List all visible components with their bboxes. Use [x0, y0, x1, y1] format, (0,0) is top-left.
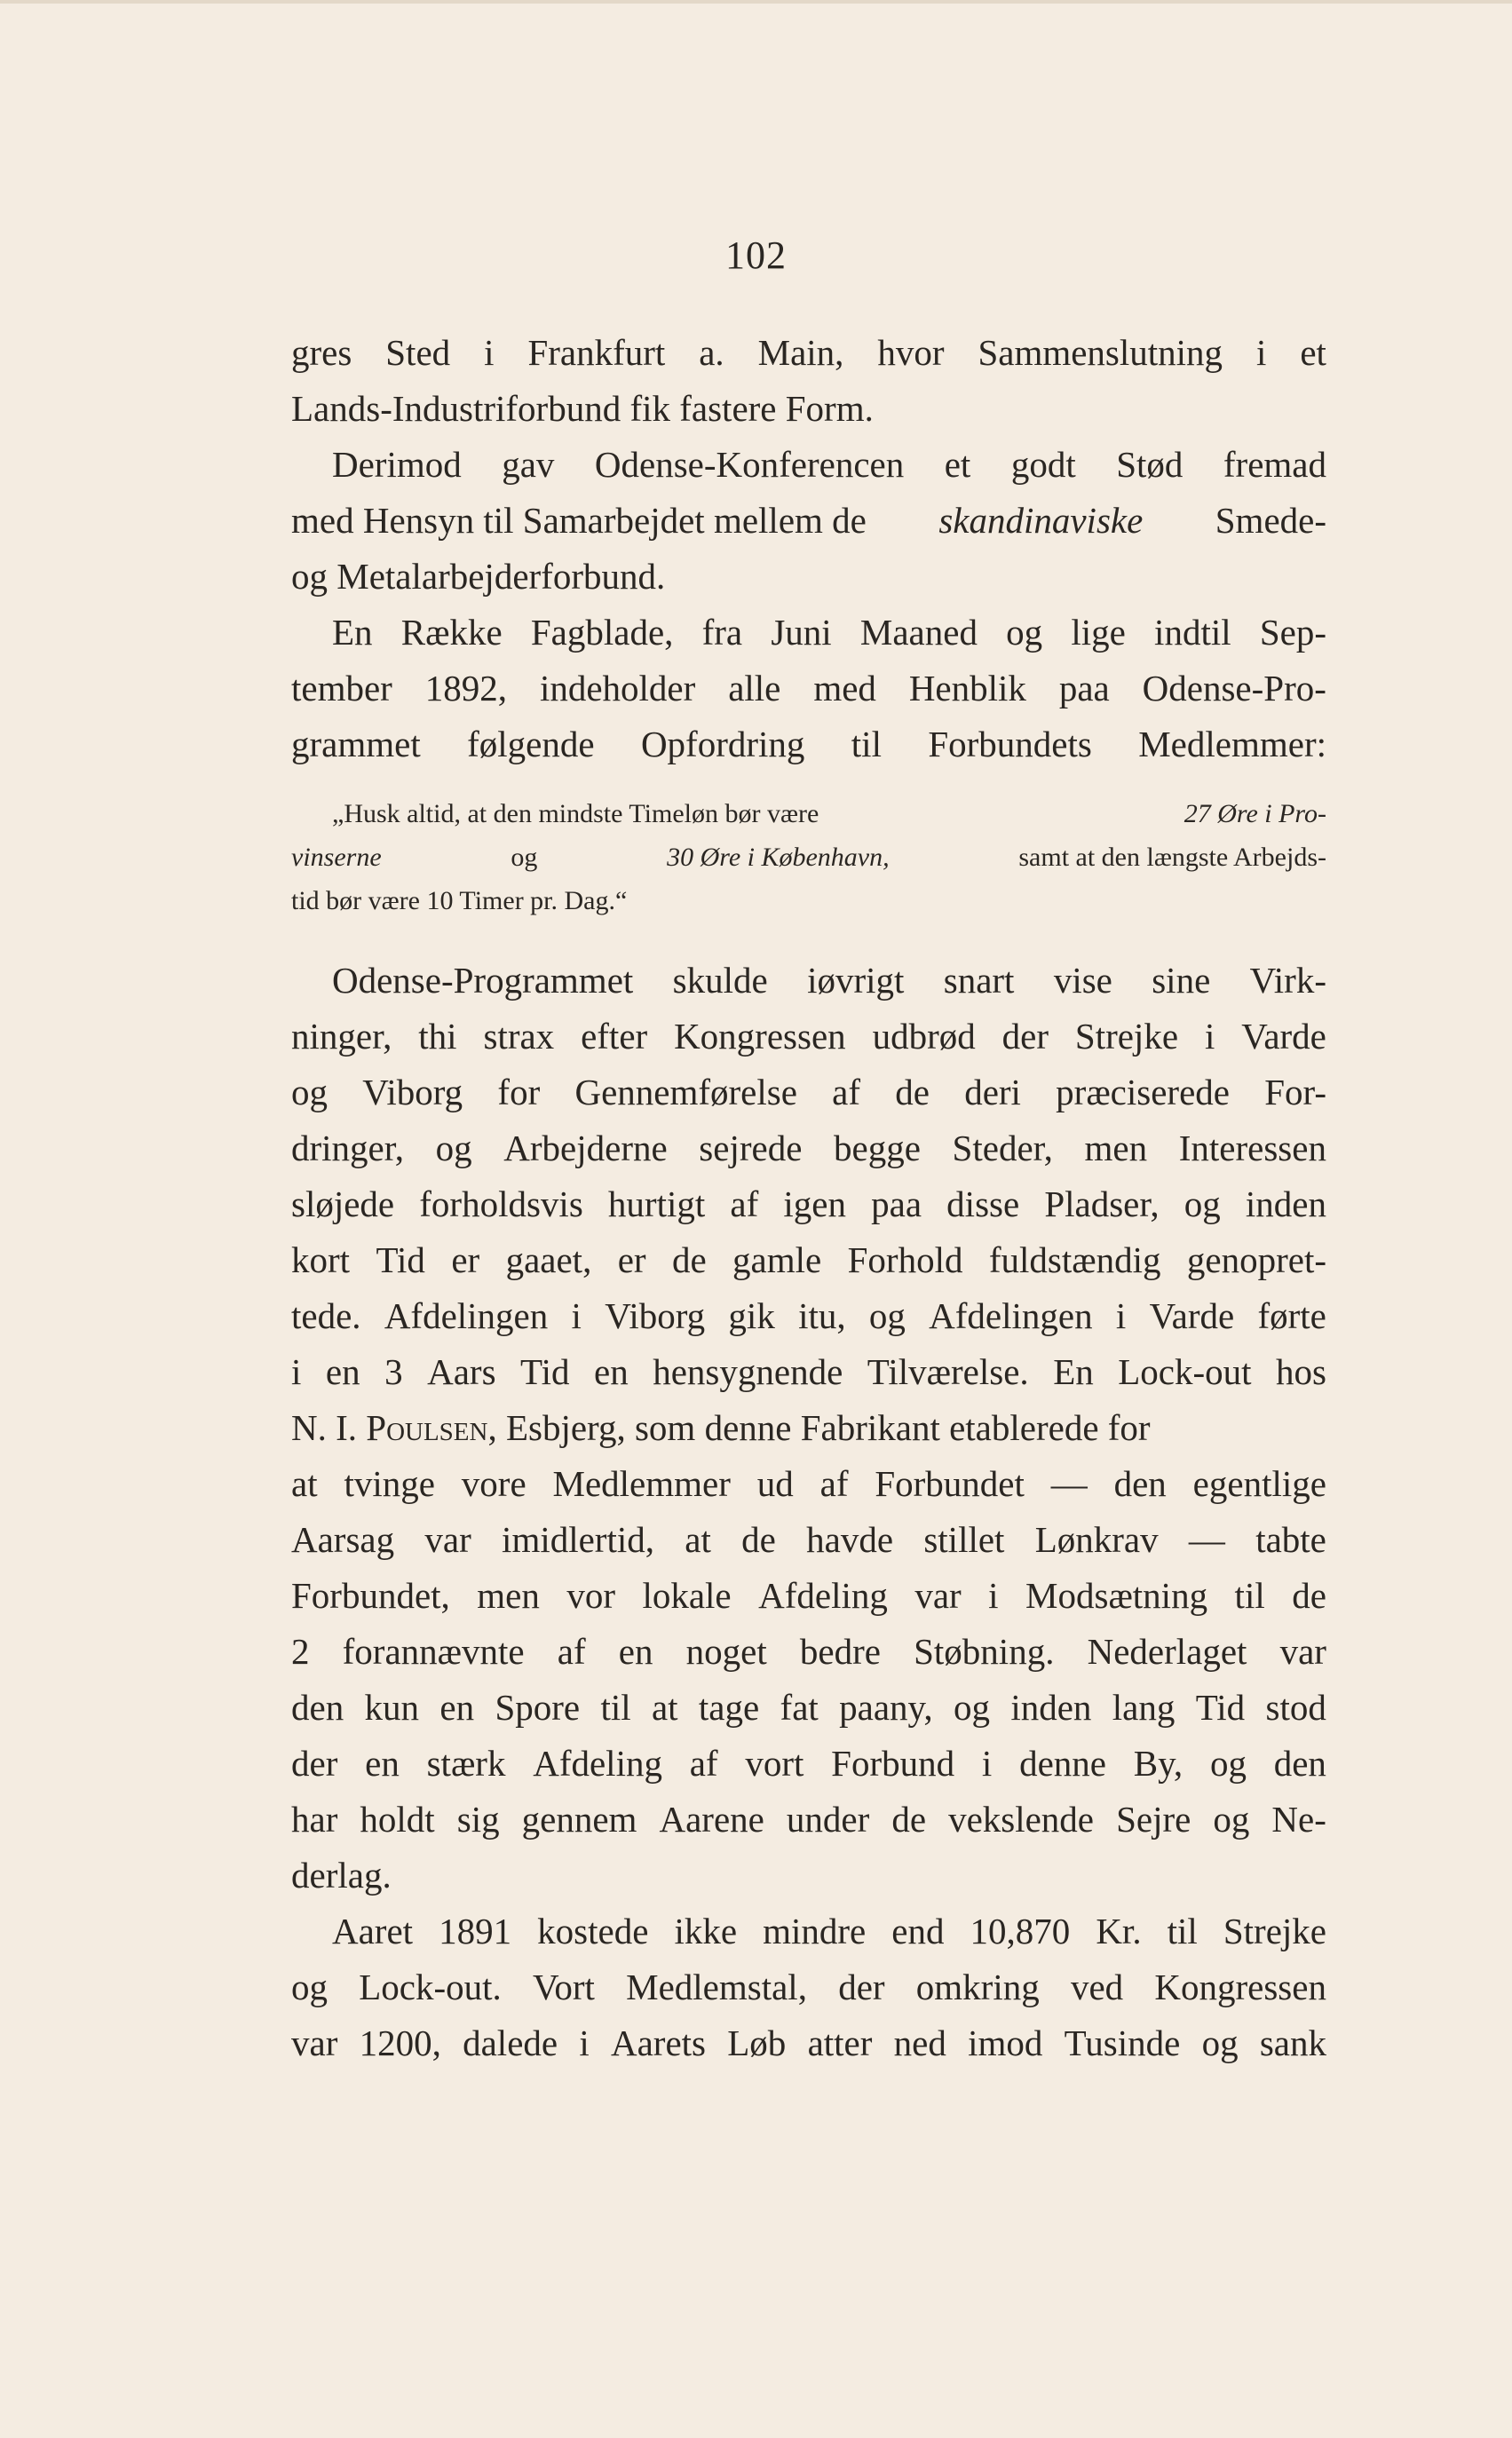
text-segment: Smede-	[1215, 500, 1326, 541]
word: Steder,	[952, 1128, 1053, 1168]
word: af	[819, 1463, 849, 1504]
text-line	[291, 1624, 1326, 1680]
word: bedre	[799, 1631, 881, 1672]
word: af	[557, 1631, 586, 1672]
text-segment	[291, 1400, 1151, 1456]
word: en	[594, 1351, 629, 1392]
word: strax	[483, 1016, 555, 1057]
word: og	[868, 1295, 906, 1336]
word: indtil	[1154, 612, 1231, 653]
word: a.	[699, 332, 724, 373]
word: 10,870	[970, 1911, 1071, 1951]
word: der	[291, 1743, 338, 1784]
word: Arbejderne	[503, 1128, 668, 1168]
word: de	[1292, 1575, 1326, 1616]
word: en	[618, 1631, 653, 1672]
word: Lock-out	[1118, 1351, 1252, 1392]
word: Forbundets	[928, 724, 1092, 764]
word: Strejke	[1223, 1911, 1326, 1951]
word: sejrede	[699, 1128, 803, 1168]
word: Medlemstal,	[626, 1967, 807, 2007]
word: ikke	[674, 1911, 738, 1951]
word: der	[838, 1967, 885, 2007]
word: i	[484, 332, 495, 373]
word: Tid	[520, 1351, 570, 1392]
word: Afdelingen	[384, 1295, 549, 1336]
word: disse	[946, 1183, 1020, 1224]
text-line	[291, 1065, 1326, 1120]
word: præciserede	[1056, 1072, 1230, 1112]
word: grammet	[291, 724, 421, 764]
word: forannævnte	[342, 1631, 525, 1672]
word: sløjede	[291, 1183, 395, 1224]
word: paa	[871, 1183, 922, 1224]
word: Forbundet,	[291, 1575, 450, 1616]
emphasis-text: 27 Øre i Pro-	[1183, 799, 1326, 828]
word: Fagblade,	[530, 612, 674, 653]
word: Lønkrav	[1034, 1519, 1159, 1560]
word: lokale	[642, 1575, 732, 1616]
text-segment: N. I.	[291, 1407, 358, 1448]
text-line: Lands-Industriforbund fik fastere Form.	[291, 388, 874, 429]
word: egentlige	[1192, 1463, 1326, 1504]
word: er	[617, 1239, 646, 1280]
word: Odense-Programmet	[332, 960, 634, 1001]
text-line	[291, 1176, 1326, 1232]
text-line	[291, 1680, 1326, 1736]
word: Opfordring	[640, 724, 805, 764]
word: i	[571, 1295, 582, 1336]
word: for	[497, 1072, 541, 1112]
word: En	[1053, 1351, 1094, 1392]
word: førte	[1257, 1295, 1326, 1336]
word: —	[1188, 1519, 1225, 1560]
word: og	[1006, 612, 1043, 653]
word: Derimod	[332, 444, 462, 485]
word: Maaned	[859, 612, 978, 653]
text-line	[291, 716, 1326, 772]
word: tede.	[291, 1295, 361, 1336]
word: Sep-	[1259, 612, 1326, 653]
word: i	[291, 1351, 302, 1392]
word: i	[1115, 1295, 1127, 1336]
word: havde	[806, 1519, 894, 1560]
word: dalede	[463, 2022, 558, 2063]
word: var	[291, 2022, 338, 2063]
text-line	[291, 1512, 1326, 1568]
word: imod	[968, 2022, 1043, 2063]
word: godt	[1010, 444, 1076, 485]
word: Sted	[385, 332, 451, 373]
word: For-	[1264, 1072, 1326, 1112]
word: Virk-	[1249, 960, 1326, 1001]
paragraph-4	[291, 953, 1326, 1904]
text-line	[291, 1120, 1326, 1176]
word: snart	[943, 960, 1015, 1001]
word: Odense-Pro-	[1142, 668, 1326, 708]
word: at	[291, 1463, 318, 1504]
text-line	[291, 661, 1326, 716]
paragraph-2	[291, 437, 1326, 605]
word: Kr.	[1096, 1911, 1142, 1951]
word: Aaret	[332, 1911, 414, 1951]
word: under	[786, 1799, 870, 1840]
word: end	[891, 1911, 945, 1951]
word: fat	[780, 1687, 819, 1728]
word: gres	[291, 332, 352, 373]
word: lang	[1112, 1687, 1176, 1728]
word: ved	[1070, 1967, 1124, 2007]
word: vor	[566, 1575, 615, 1616]
word: fuldstændig	[988, 1239, 1161, 1280]
word: forholdsvis	[419, 1183, 583, 1224]
word: paa	[1058, 668, 1110, 708]
paragraph-5	[291, 1904, 1326, 2071]
word: Tilværelse.	[867, 1351, 1029, 1392]
word: følgende	[467, 724, 595, 764]
text-line	[291, 953, 1326, 1009]
word: fra	[701, 612, 743, 653]
word: Afdelingen	[929, 1295, 1093, 1336]
word: gav	[502, 444, 555, 485]
word: hos	[1276, 1351, 1326, 1392]
emphasis-text: 30 Øre i København,	[667, 843, 890, 872]
text-line	[291, 1009, 1326, 1065]
word: denne	[1019, 1743, 1106, 1784]
word: vise	[1053, 960, 1112, 1001]
word: thi	[418, 1016, 457, 1057]
word: er	[451, 1239, 480, 1280]
word: et	[944, 444, 971, 485]
word: gik	[728, 1295, 775, 1336]
word: inden	[1245, 1183, 1326, 1224]
word: sine	[1152, 960, 1211, 1001]
word: af	[730, 1183, 759, 1224]
text-line-with-name	[291, 1400, 1326, 1456]
word: Aarets	[611, 2022, 707, 2063]
text-line	[291, 605, 1326, 661]
word: igen	[783, 1183, 846, 1224]
word: at	[651, 1687, 678, 1728]
word: den	[291, 1687, 344, 1728]
word: gennem	[521, 1799, 637, 1840]
text-line	[291, 1232, 1326, 1288]
word: dringer,	[291, 1128, 405, 1168]
word: til	[851, 724, 882, 764]
word: imidlertid,	[502, 1519, 654, 1560]
word: udbrød	[872, 1016, 976, 1057]
text-line: og Metalarbejderforbund.	[291, 556, 666, 597]
word: hvor	[877, 332, 945, 373]
word: Modsætning	[1025, 1575, 1208, 1616]
word: deri	[964, 1072, 1021, 1112]
word: var	[424, 1519, 471, 1560]
word: hurtigt	[607, 1183, 706, 1224]
word: Aarsag	[291, 1519, 395, 1560]
word: kostede	[537, 1911, 649, 1951]
word: alle	[728, 668, 781, 708]
word: Main,	[757, 332, 844, 373]
word: tage	[698, 1687, 760, 1728]
word: kun	[364, 1687, 420, 1728]
word: og	[291, 1967, 328, 2007]
text-line	[291, 1736, 1326, 1792]
word: til	[600, 1687, 631, 1728]
text-line	[291, 2015, 1326, 2071]
text-line	[291, 325, 1326, 381]
word: itu,	[798, 1295, 846, 1336]
word: iøvrigt	[807, 960, 905, 1001]
word: var	[1279, 1631, 1326, 1672]
word: Interessen	[1178, 1128, 1326, 1168]
word: 1891	[439, 1911, 512, 1951]
word: Nederlaget	[1087, 1631, 1247, 1672]
word: Aars	[427, 1351, 496, 1392]
word: Tid	[376, 1239, 425, 1280]
word: Lock-out.	[359, 1967, 502, 2007]
page-number: 102	[725, 234, 787, 277]
word: 2	[291, 1631, 310, 1672]
word: ud	[756, 1463, 794, 1504]
word: men	[1084, 1128, 1148, 1168]
quote-line	[291, 835, 1326, 879]
word: gaaet,	[505, 1239, 592, 1280]
word: har	[291, 1799, 338, 1840]
word: sank	[1259, 2022, 1326, 2063]
word: en	[365, 1743, 400, 1784]
word: 3	[384, 1351, 403, 1392]
word: tember	[291, 668, 392, 708]
word: var	[914, 1575, 962, 1616]
word: med	[813, 668, 876, 708]
text-line-with-emphasis	[291, 493, 1326, 549]
word: Løb	[727, 2022, 787, 2063]
word: Varde	[1149, 1295, 1235, 1336]
word: Medlemmer	[552, 1463, 731, 1504]
word: Odense-Konferencen	[594, 444, 905, 485]
text-line	[291, 1456, 1326, 1512]
word: den	[1113, 1463, 1167, 1504]
word: genopret-	[1186, 1239, 1326, 1280]
word: Forbund	[831, 1743, 955, 1784]
text-segment: „Husk altid, at den mindste Timeløn bør være	[332, 799, 819, 828]
word: paany,	[839, 1687, 933, 1728]
word: til	[1167, 1911, 1198, 1951]
word: den	[1273, 1743, 1326, 1784]
word: inden	[1010, 1687, 1092, 1728]
word: fremad	[1223, 444, 1326, 485]
word: af	[689, 1743, 718, 1784]
word: holdt	[360, 1799, 435, 1840]
text-segment: , Esbjerg, som denne Fabrikant etablerede for	[487, 1407, 1151, 1448]
word: Strejke	[1074, 1016, 1179, 1057]
word: Stød	[1116, 444, 1183, 485]
word: Vort	[533, 1967, 595, 2007]
word: hensygnende	[653, 1351, 843, 1392]
word: tvinge	[344, 1463, 435, 1504]
word: lige	[1071, 612, 1126, 653]
word: Kongressen	[674, 1016, 846, 1057]
word: vore	[461, 1463, 526, 1504]
word: i	[1256, 332, 1267, 373]
word: der	[1001, 1016, 1049, 1057]
word: —	[1050, 1463, 1088, 1504]
emphasis-text: vinserne	[291, 843, 382, 872]
word: og	[291, 1072, 328, 1112]
word: stillet	[923, 1519, 1005, 1560]
word: en	[325, 1351, 360, 1392]
word: i	[1204, 1016, 1215, 1057]
word: Afdeling	[758, 1575, 888, 1616]
word: Støbning.	[914, 1631, 1055, 1672]
word: Viborg	[362, 1072, 463, 1112]
word: og	[953, 1687, 990, 1728]
word: i	[988, 1575, 999, 1616]
word: Tid	[1195, 1687, 1246, 1728]
word: og	[1209, 1743, 1247, 1784]
word: kort	[291, 1239, 351, 1280]
word: de	[895, 1072, 930, 1112]
word: Frankfurt	[527, 332, 666, 373]
word: i	[981, 1743, 993, 1784]
word: og	[1213, 1799, 1250, 1840]
word: 1892,	[424, 668, 508, 708]
word: de	[891, 1799, 927, 1840]
word: ninger,	[291, 1016, 392, 1057]
word: Juni	[771, 612, 832, 653]
word: Spore	[495, 1687, 581, 1728]
word: og	[435, 1128, 472, 1168]
word: ned	[893, 2022, 946, 2063]
word: de	[671, 1239, 707, 1280]
word: Gennemførelse	[574, 1072, 797, 1112]
word: og	[1201, 2022, 1239, 2063]
word: By,	[1133, 1743, 1183, 1784]
paragraph-3	[291, 605, 1326, 772]
paragraph-1	[291, 325, 1326, 437]
word: vekslende	[948, 1799, 1095, 1840]
word: Varde	[1241, 1016, 1326, 1057]
word: et	[1300, 332, 1326, 373]
word: stod	[1265, 1687, 1326, 1728]
text-segment: samt at den længste Arbejds-	[1018, 843, 1326, 872]
word: begge	[834, 1128, 921, 1168]
text-line	[291, 1959, 1326, 2015]
word: indeholder	[539, 668, 696, 708]
word: omkring	[915, 1967, 1040, 2007]
word: Række	[400, 612, 503, 653]
text-line	[291, 1288, 1326, 1344]
emphasis-text: skandinaviske	[938, 500, 1144, 541]
text-line	[291, 1344, 1326, 1400]
word: Medlemmer:	[1138, 724, 1326, 764]
word: og	[1183, 1183, 1221, 1224]
text-segment: med Hensyn til Samarbejdet mellem de	[291, 500, 867, 541]
word: Aarene	[659, 1799, 764, 1840]
text-line	[291, 437, 1326, 493]
body-text	[291, 325, 1326, 2071]
word: Viborg	[605, 1295, 706, 1336]
word: 1200,	[359, 2022, 441, 2063]
word: stærk	[426, 1743, 506, 1784]
word: Afdeling	[533, 1743, 662, 1784]
word: de	[741, 1519, 776, 1560]
word: atter	[807, 2022, 873, 2063]
text-line	[291, 1904, 1326, 1959]
word: Sejre	[1116, 1799, 1191, 1840]
word: mindre	[763, 1911, 867, 1951]
word: vort	[745, 1743, 804, 1784]
text-line	[291, 1792, 1326, 1848]
word: til	[1234, 1575, 1265, 1616]
word: efter	[581, 1016, 648, 1057]
word: Sammenslutning	[978, 332, 1223, 373]
word: sig	[456, 1799, 500, 1840]
word: Kongressen	[1154, 1967, 1326, 2007]
word: Ne-	[1271, 1799, 1326, 1840]
word: gamle	[732, 1239, 822, 1280]
text-segment: og	[511, 843, 538, 872]
word: i	[579, 2022, 590, 2063]
text-line	[291, 1568, 1326, 1624]
text-line: derlag.	[291, 1855, 392, 1896]
quote-line: tid bør være 10 Timer pr. Dag.“	[291, 886, 628, 915]
word: En	[332, 612, 373, 653]
word: tabte	[1255, 1519, 1326, 1560]
word: Tusinde	[1064, 2022, 1181, 2063]
word: Forbundet	[875, 1463, 1025, 1504]
word: Forhold	[847, 1239, 963, 1280]
block-quote	[291, 792, 1326, 922]
person-name: Poulsen	[366, 1407, 488, 1448]
word: skulde	[672, 960, 768, 1001]
word: Pladser,	[1044, 1183, 1160, 1224]
word: men	[477, 1575, 540, 1616]
quote-line	[332, 792, 1326, 835]
word: Henblik	[908, 668, 1026, 708]
word: noget	[685, 1631, 767, 1672]
word: en	[439, 1687, 475, 1728]
word: at	[685, 1519, 711, 1560]
word: af	[832, 1072, 861, 1112]
